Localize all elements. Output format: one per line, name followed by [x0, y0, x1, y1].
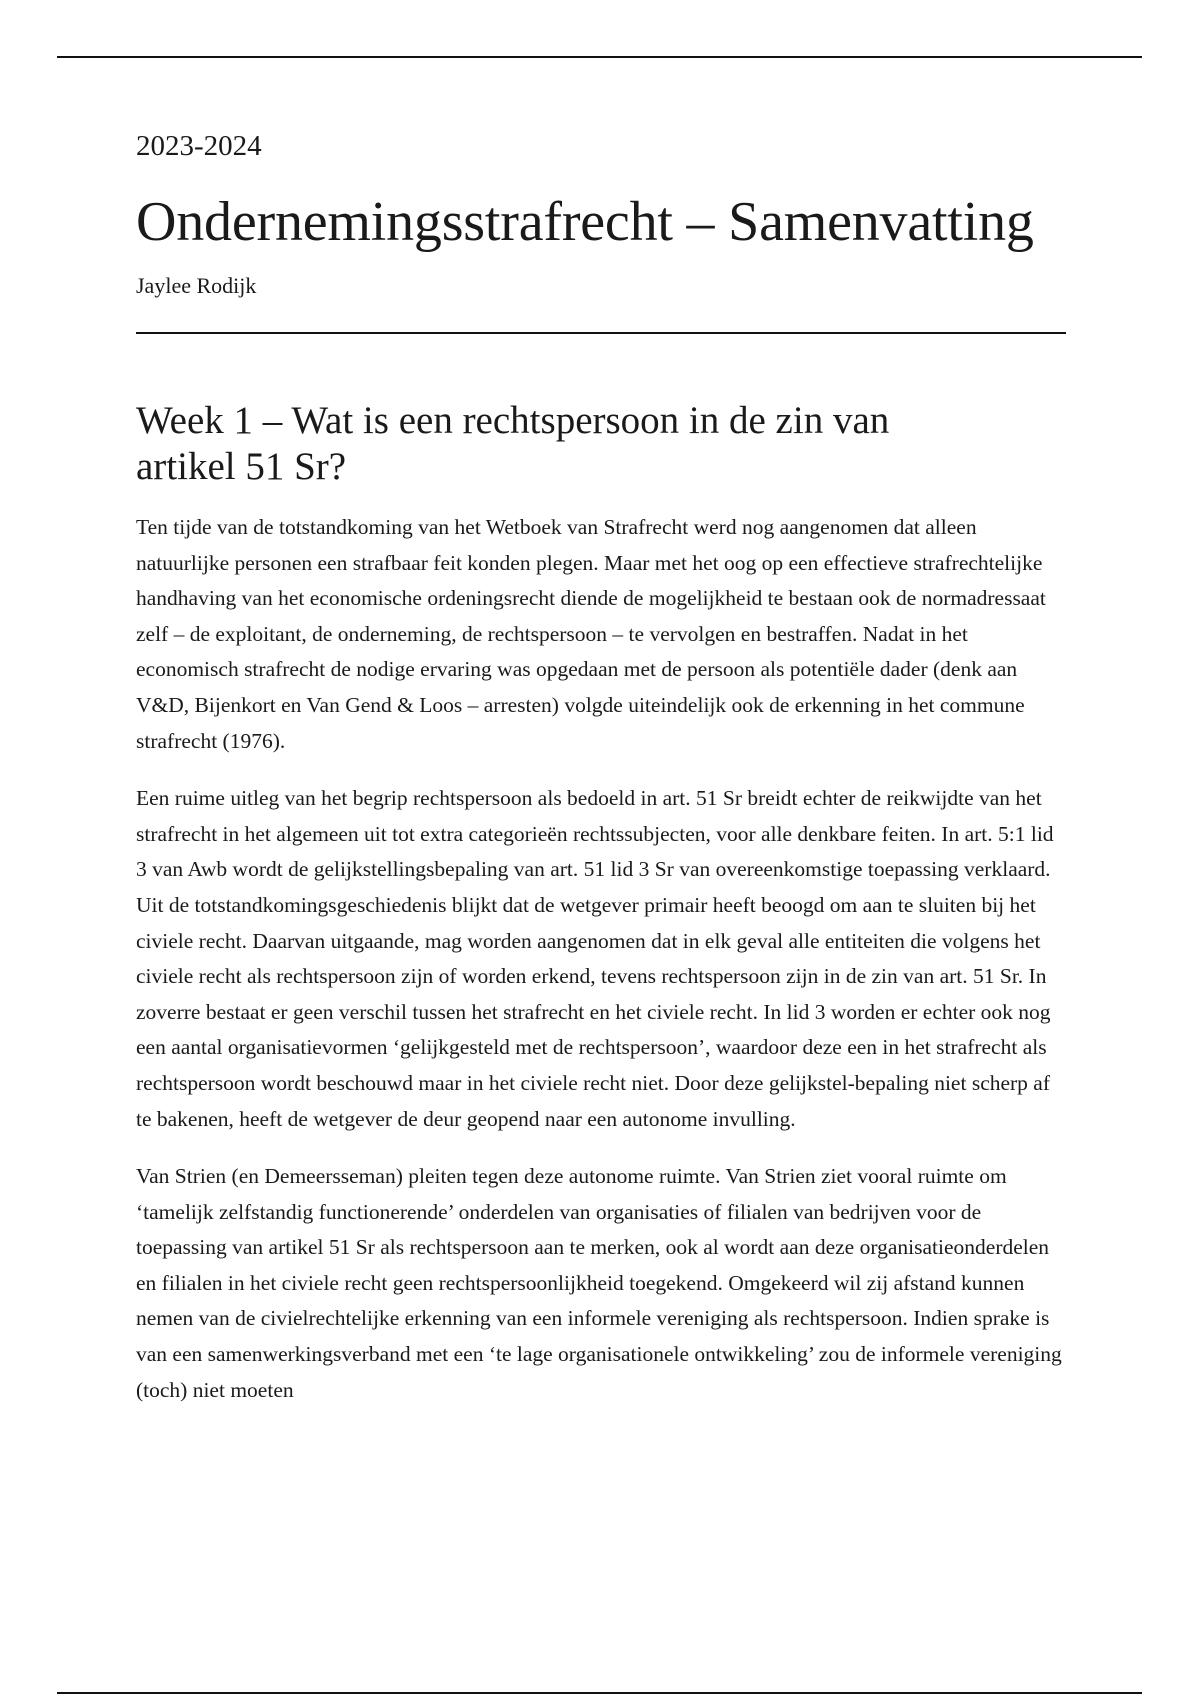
document-year: 2023-2024 [136, 130, 262, 162]
document-page [136, 128, 1066, 1430]
title-divider [136, 332, 1066, 334]
page-bottom-rule [57, 1692, 1142, 1694]
document-author: Jaylee Rodijk [136, 273, 257, 298]
paragraph-3: Van Strien (en Demeersseman) pleiten tegen deze autonome ruimte. Van Strien ziet vooral ruimte om ‘tamelijk zelfstandig functionerende’ onderdelen van organisaties of filialen van bedrijven voor de toepassing van artikel 51 Sr als rechtspersoon aan te merken, ook al wordt aan deze organisatieonderdelen en filialen in het civiele recht geen rechtspersoonlijkheid toegekend. Omgekeerd wil zij afstand kunnen nemen van de civielrechtelijke erkenning van een informele vereniging als rechtspersoon. Indien sprake is van een samenwerkingsverband met een ‘te lage organisationele ontwikkeling’ zou de informele vereniging (toch) niet moeten [136, 1164, 1062, 1402]
section-heading: Week 1 – Wat is een rechtspersoon in de zin van artikel 51 Sr? [136, 399, 890, 488]
document-title: Ondernemingsstrafrecht – Samenvatting [136, 191, 1034, 253]
paragraph-2: Een ruime uitleg van het begrip rechtspersoon als bedoeld in art. 51 Sr breidt echter de reikwijdte van het strafrecht in het algemeen uit tot extra categorieën rechtssubjecten, voor alle denkbare feiten. In art. 5:1 lid 3 van Awb wordt de gelijkstellingsbepaling van art. 51 lid 3 Sr van overeenkomstige toepassing verklaard. Uit de totstandkomingsgeschiedenis blijkt dat de wetgever primair heeft beoogd om aan te sluiten bij het civiele recht. Daarvan uitgaande, mag worden aangenomen dat in elk geval alle entiteiten die volgens het civiele recht als rechtspersoon zijn of worden erkend, tevens rechtspersoon zijn in de zin van art. 51 Sr. In zoverre bestaat er geen verschil tussen het strafrecht en het civiele recht. In lid 3 worden er echter ook nog een aantal organisatievormen ‘gelijkgesteld met de rechtspersoon’, waardoor deze een in het strafrecht als rechtspersoon wordt beschouwd maar in het civiele recht niet. Door deze gelijkstel-bepaling niet scherp af te bakenen, heeft de wetgever de deur geopend naar een autonome invulling. [136, 786, 1054, 1131]
page-top-rule [57, 56, 1142, 58]
paragraph-1: Ten tijde van de totstandkoming van het Wetboek van Strafrecht werd nog aangenomen dat alleen natuurlijke personen een strafbaar feit konden plegen. Maar met het oog op een effectieve strafrechtelijke handhaving van het economische ordeningsrecht diende de mogelijkheid te bestaan ook de normadressaat zelf – de exploitant, de onderneming, de rechtspersoon – te vervolgen en bestraffen. Nadat in het economisch strafrecht de nodige ervaring was opgedaan met de persoon als potentiële dader (denk aan V&D, Bijenkort en Van Gend & Loos – arresten) volgde uiteindelijk ook de erkenning in het commune strafrecht (1976). [136, 515, 1046, 753]
